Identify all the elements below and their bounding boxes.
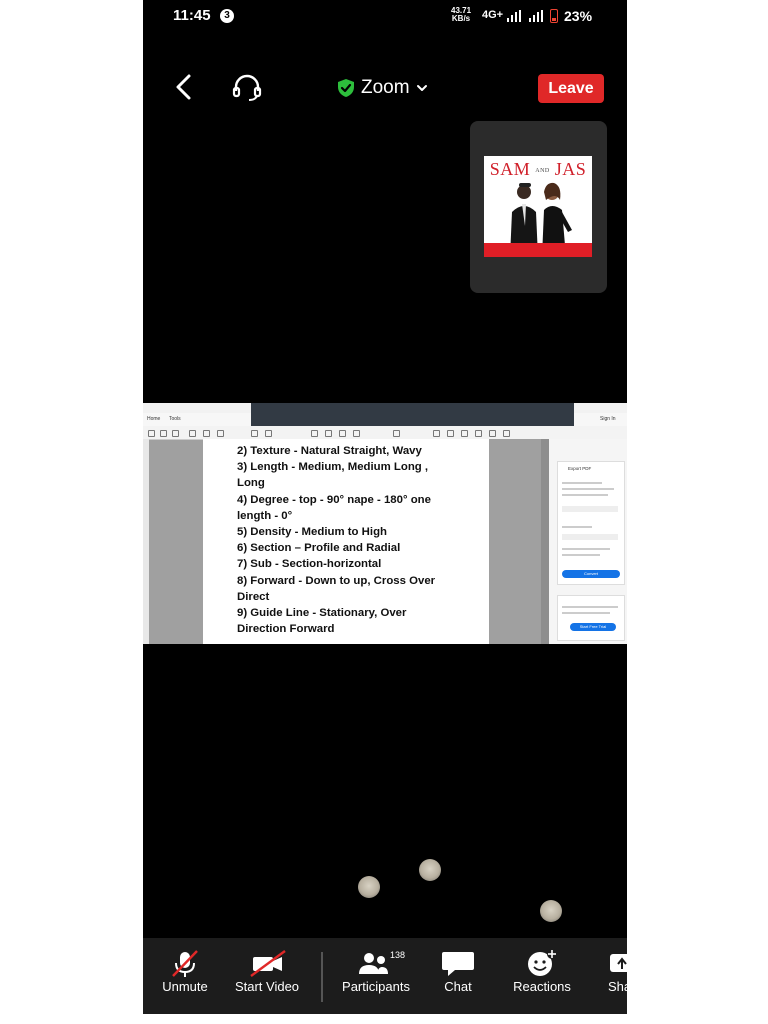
panel-text-line bbox=[562, 488, 614, 490]
panel-text-line bbox=[562, 606, 618, 608]
export-pdf-panel bbox=[549, 439, 627, 644]
pdf-scrollbar[interactable] bbox=[541, 439, 549, 644]
light-orb bbox=[540, 900, 562, 922]
meeting-top-bar bbox=[143, 60, 627, 116]
light-orb bbox=[419, 859, 441, 881]
reactions-button[interactable] bbox=[507, 938, 577, 1014]
participant-avatar-image bbox=[484, 156, 592, 257]
shared-screen-view[interactable] bbox=[143, 403, 627, 644]
network-speed-value: 43.71 bbox=[451, 6, 472, 15]
toolbar-icon[interactable] bbox=[189, 430, 196, 437]
file-select-field[interactable] bbox=[562, 506, 618, 512]
toolbar-divider bbox=[321, 952, 323, 1002]
pdf-text-line: Direct bbox=[237, 590, 270, 603]
zoom-in-icon[interactable] bbox=[353, 430, 360, 437]
share-overlay-strip bbox=[251, 403, 574, 426]
pdf-gutter bbox=[489, 439, 549, 644]
pdf-text-line: 6) Section – Profile and Radial bbox=[237, 542, 401, 555]
share-label: Share bbox=[608, 979, 643, 994]
sign-icon[interactable] bbox=[461, 430, 468, 437]
network-type: 4G+ bbox=[482, 9, 504, 21]
brand-left: SAM bbox=[489, 159, 531, 179]
pdf-text-line: 3) Length - Medium, Medium Long , bbox=[237, 461, 429, 474]
share-icon[interactable] bbox=[475, 430, 482, 437]
pdf-page bbox=[203, 439, 489, 644]
pdf-text-line: 2) Texture - Natural Straight, Wavy bbox=[237, 445, 422, 457]
panel-text-line bbox=[562, 526, 592, 528]
chevron-left-icon bbox=[171, 72, 197, 102]
toolbar-icon[interactable] bbox=[160, 430, 167, 437]
pdf-text-line: 5) Density - Medium to High bbox=[237, 526, 387, 539]
brand-right: JAS bbox=[554, 159, 587, 179]
meeting-title-dropdown[interactable] bbox=[337, 76, 428, 100]
pen-icon[interactable] bbox=[447, 430, 454, 437]
chat-button[interactable] bbox=[433, 938, 483, 1014]
panel-text-line bbox=[562, 554, 600, 556]
pdf-toolbar bbox=[143, 426, 627, 440]
pdf-text-line: length - 0° bbox=[237, 509, 293, 522]
pdf-text-line: 8) Forward - Down to up, Cross Over bbox=[237, 574, 436, 587]
participants-count: 138 bbox=[390, 950, 406, 960]
status-time: 11:45 bbox=[173, 7, 211, 24]
panel-text-line bbox=[562, 612, 610, 614]
share-screen-icon bbox=[598, 948, 658, 978]
reactions-label: Reactions bbox=[513, 979, 571, 994]
toolbar-icon[interactable] bbox=[172, 430, 179, 437]
brand-mid: AND bbox=[535, 167, 550, 174]
export-pdf-card bbox=[557, 461, 625, 585]
audio-support-button[interactable] bbox=[231, 74, 263, 102]
pdf-text-line: 7) Sub - Section-horizontal bbox=[237, 558, 382, 571]
pdf-left-bar bbox=[143, 439, 149, 644]
print-icon[interactable] bbox=[203, 430, 210, 437]
sign-in-link[interactable]: Sign In bbox=[600, 416, 616, 422]
panel-text-line bbox=[562, 482, 602, 484]
unmute-label: Unmute bbox=[162, 979, 208, 994]
tab-tools[interactable]: Tools bbox=[169, 416, 181, 422]
pdf-text-line: 4) Degree - top - 90° nape - 180° one bbox=[237, 493, 431, 506]
emoji-add-icon bbox=[507, 948, 577, 978]
network-speed bbox=[451, 7, 471, 23]
toolbar-icon[interactable] bbox=[265, 430, 272, 437]
convert-button[interactable]: Convert bbox=[562, 570, 620, 578]
zoom-icon[interactable] bbox=[217, 430, 224, 437]
participants-label: Participants bbox=[342, 979, 410, 994]
trial-card bbox=[557, 595, 625, 641]
zoom-meeting-screen bbox=[143, 0, 643, 1014]
meeting-title: Zoom bbox=[361, 77, 410, 98]
chat-bubble-icon bbox=[433, 948, 483, 978]
panel-text-line bbox=[562, 548, 610, 550]
unmute-button[interactable] bbox=[155, 938, 215, 1014]
signal-icon bbox=[507, 10, 523, 22]
back-button[interactable] bbox=[171, 72, 197, 102]
zoom-out-icon[interactable] bbox=[339, 430, 346, 437]
meeting-controls-toolbar bbox=[143, 938, 643, 1014]
share-button[interactable] bbox=[598, 938, 658, 1014]
start-video-button[interactable] bbox=[229, 938, 305, 1014]
tab-home[interactable]: Home bbox=[147, 416, 161, 422]
start-trial-button[interactable]: Start Free Trial bbox=[570, 623, 616, 631]
pdf-tab-bar-right bbox=[574, 413, 627, 426]
fit-icon[interactable] bbox=[393, 430, 400, 437]
comment-icon[interactable] bbox=[433, 430, 440, 437]
status-bar bbox=[143, 0, 627, 34]
participants-button[interactable] bbox=[337, 938, 415, 1014]
network-speed-unit: KB/s bbox=[451, 14, 471, 23]
toolbar-icon[interactable] bbox=[503, 430, 510, 437]
chat-label: Chat bbox=[444, 979, 472, 994]
pdf-page-text bbox=[237, 443, 487, 637]
panel-text-line bbox=[562, 494, 608, 496]
export-pdf-title: Export PDF bbox=[568, 466, 592, 471]
pdf-text-line: Direction Forward bbox=[237, 623, 335, 636]
video-off-icon bbox=[229, 948, 305, 978]
cursor-icon[interactable] bbox=[311, 430, 318, 437]
hand-icon[interactable] bbox=[325, 430, 332, 437]
leave-button[interactable]: Leave bbox=[538, 74, 604, 103]
headset-icon bbox=[231, 74, 263, 102]
delete-icon[interactable] bbox=[489, 430, 496, 437]
microphone-muted-icon bbox=[155, 948, 215, 978]
notification-count-badge: 3 bbox=[220, 9, 234, 23]
pdf-tab-bar bbox=[143, 413, 251, 426]
pdf-text-line: 9) Guide Line - Stationary, Over bbox=[237, 607, 407, 620]
chevron-down-icon bbox=[416, 83, 428, 93]
signal-icon-2 bbox=[529, 10, 545, 22]
battery-percent: 23% bbox=[564, 8, 593, 24]
battery-icon bbox=[550, 9, 558, 23]
start-video-label: Start Video bbox=[234, 979, 300, 994]
pdf-text-line: Long bbox=[237, 477, 265, 490]
convert-to-select[interactable] bbox=[562, 534, 618, 540]
shield-check-icon bbox=[337, 78, 355, 98]
couple-photo-illustration bbox=[484, 156, 592, 257]
light-orb bbox=[358, 876, 380, 898]
toolbar-icon[interactable] bbox=[148, 430, 155, 437]
participant-video-thumbnail[interactable] bbox=[470, 121, 607, 293]
brand-red-band bbox=[484, 243, 592, 257]
toolbar-icon[interactable] bbox=[251, 430, 258, 437]
